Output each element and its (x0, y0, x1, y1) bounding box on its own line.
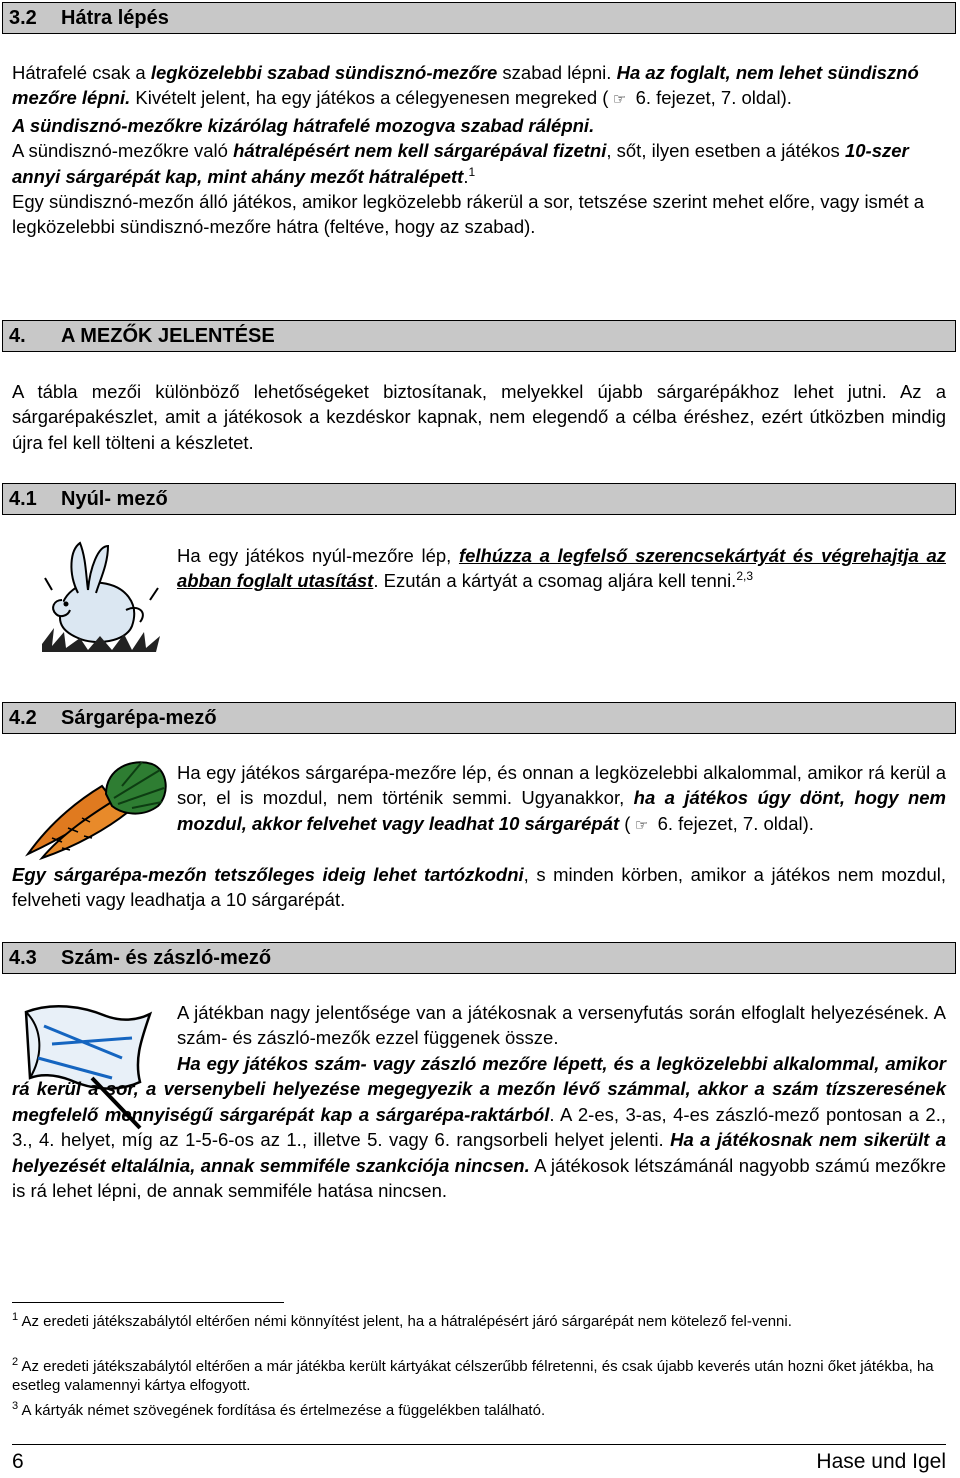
footnote-separator (12, 1302, 284, 1303)
section-heading-4-1 (2, 483, 956, 515)
section-number: 4.3 (9, 947, 37, 969)
section-heading-4 (2, 320, 956, 352)
text: Ha egy játékos nyúl-mezőre lép, (177, 545, 459, 566)
section-title: A MEZŐK JELENTÉSE (61, 325, 275, 347)
text: Hátrafelé csak a (12, 62, 151, 83)
paragraph-4-2-b (12, 862, 946, 913)
paragraph-4-3-b (12, 1051, 946, 1203)
footnote-number: 2 (12, 1356, 19, 1368)
footnote-ref: 2,3 (736, 569, 754, 584)
section-heading-3-2 (2, 2, 956, 34)
text: 6. fejezet, 7. oldal). (652, 812, 814, 834)
text: Egy sündisznó-mezőn álló játékos, amikor legközelebb rákerül a sor, tetszése szerint mehet előre, vagy ismét a legközelebbi sündisznó-mezőre hátra (feltéve, hogy az szabad). (12, 191, 925, 238)
paragraph-4: A tábla mezői különböző lehetőségeket biztosítanak, melyekkel újabb sárgarépákhoz lehet jutni. Az a sárgarépakészlet, amit a játékosok a kezdéskor kapnak, nem elegendő a célba éréshez, ezért útközben mindig újra fel kell tölteni a készletet. (12, 381, 946, 453)
footer-rule (12, 1444, 946, 1445)
footnote-ref: 1 (468, 164, 476, 179)
paragraph-4-2-a (177, 760, 946, 838)
carrot-image (22, 758, 170, 862)
paragraph-4-1 (177, 543, 946, 594)
section-heading-4-2 (2, 702, 956, 734)
section-number: 3.2 (9, 7, 37, 29)
footnote-number: 1 (12, 1311, 19, 1323)
pointing-hand-icon: ☞ (612, 91, 627, 109)
section-title: Hátra lépés (61, 7, 169, 29)
text: . (463, 165, 469, 187)
text-emphasis: legközelebbi szabad sündisznó-mezőre (150, 62, 498, 83)
paragraph-4-3-a (177, 1000, 946, 1051)
text-emphasis: hátralépésért nem kell sárgarépával fizetni (233, 140, 607, 162)
text: 6. fejezet, 7. oldal). (630, 87, 792, 109)
pointing-hand-icon: ☞ (634, 816, 649, 834)
text-emphasis: Ha az foglalt, nem lehet sündisznó mezőre lépni. (12, 62, 919, 109)
text-emphasis: felhúzza a legfelső szerencsekártyát és végrehajtja az abban foglalt utasítást (177, 545, 947, 592)
text: , s minden körben, amikor a játékos nem mozdul, felveheti vagy leadhatja a 10 sárgarépát. (12, 864, 946, 911)
text-emphasis: Ha a játékosnak nem sikerült a helyezését eltalálnia, annak semmiféle szankciója nincsen. (12, 1129, 947, 1176)
section-title: Sárgarépa-mező (61, 707, 217, 729)
footer-title: Hase und Igel (816, 1450, 946, 1473)
text: . A 2-es, 3-as, 4-es zászló-mező pontosan a 2., 3., 4. helyet, míg az 1-5-6-os az 1., illetve 5. vagy 6. rangsorbeli helyet jelenti. (12, 1103, 946, 1151)
text-emphasis: ha a játékos úgy dönt, hogy nem mozdul, akkor felvehet vagy leadhat 10 sárgarépát (177, 787, 947, 834)
footnote-3 (12, 1401, 946, 1420)
text: Ha egy játékos sárgarépa-mezőre lép, és onnan a legközelebbi alkalommal, amikor rá kerül a sor, el is mozdul, nem történik semmi. Ugyanakkor, (177, 762, 946, 809)
paragraph-3-2-a (12, 60, 946, 240)
footnote-text: Az eredeti játékszabálytól eltérően némi könnyítést jelent, ha a hátralépésért járó sárgarépát nem kötelező fel-venni. (18, 1313, 792, 1330)
footnote-text: A kártyák német szövegének fordítása és értelmezése a függelékben található. (18, 1402, 546, 1419)
text: Kivételt jelent, ha egy játékos a célegyenesen megreked ( (130, 87, 609, 109)
text-emphasis: Ha egy játékos szám- vagy zászló mezőre lépett, és a legközelebbi alkalommal, amikor rá kerül a sor, a versenybeli helyezése megegyezik a mezőn lévő számmal, akkor a szám tízszeresének megfelelő mennyiségű sárgarépát kap a sárgarépa-raktárból (12, 1053, 946, 1125)
page-number: 6 (12, 1450, 24, 1473)
section-title: Szám- és zászló-mező (61, 947, 272, 969)
text: ( (619, 812, 631, 834)
section-number: 4. (9, 325, 26, 347)
footnote-text: Az eredeti játékszabálytól eltérően a már játékba került kártyákat célszerűbb félretenni, és csak újabb keverés után hozni őket játékba, ha esetleg valamennyi kártya elfogyott. (12, 1358, 934, 1394)
section-number: 4.1 (9, 488, 37, 510)
text: szabad lépni. (497, 62, 617, 83)
footnote-number: 3 (12, 1400, 19, 1412)
footnote-2 (12, 1357, 946, 1395)
section-number: 4.2 (9, 707, 37, 729)
section-heading-4-3 (2, 942, 956, 974)
section-title: Nyúl- mező (61, 488, 168, 510)
text: A sündisznó-mezőkre való (12, 140, 234, 162)
text: , sőt, ilyen esetben a játékos (606, 140, 845, 162)
text-emphasis: A sündisznó-mezőkre kizárólag hátrafelé mozogva szabad rálépni. (12, 114, 595, 136)
rabbit-image (40, 538, 165, 656)
text-emphasis: Egy sárgarépa-mezőn tetszőleges ideig lehet tartózkodni (12, 864, 524, 885)
text: A játékosok létszámánál nagyobb számú mezőkre is rá lehet lépni, de annak semmiféle hatása nincsen. (12, 1154, 947, 1202)
text: . Ezután a kártyát a csomag aljára kell tenni. (373, 570, 737, 592)
footnote-1 (12, 1312, 946, 1331)
text-emphasis: 10-szer annyi sárgarépát kap, mint ahány mezőt hátralépett (12, 140, 909, 187)
text: A játékban nagy jelentősége van a játékosnak a versenyfutás során elfoglalt helyezésének. A szám- és zászló-mezők ezzel függenek össze. (177, 1002, 946, 1049)
